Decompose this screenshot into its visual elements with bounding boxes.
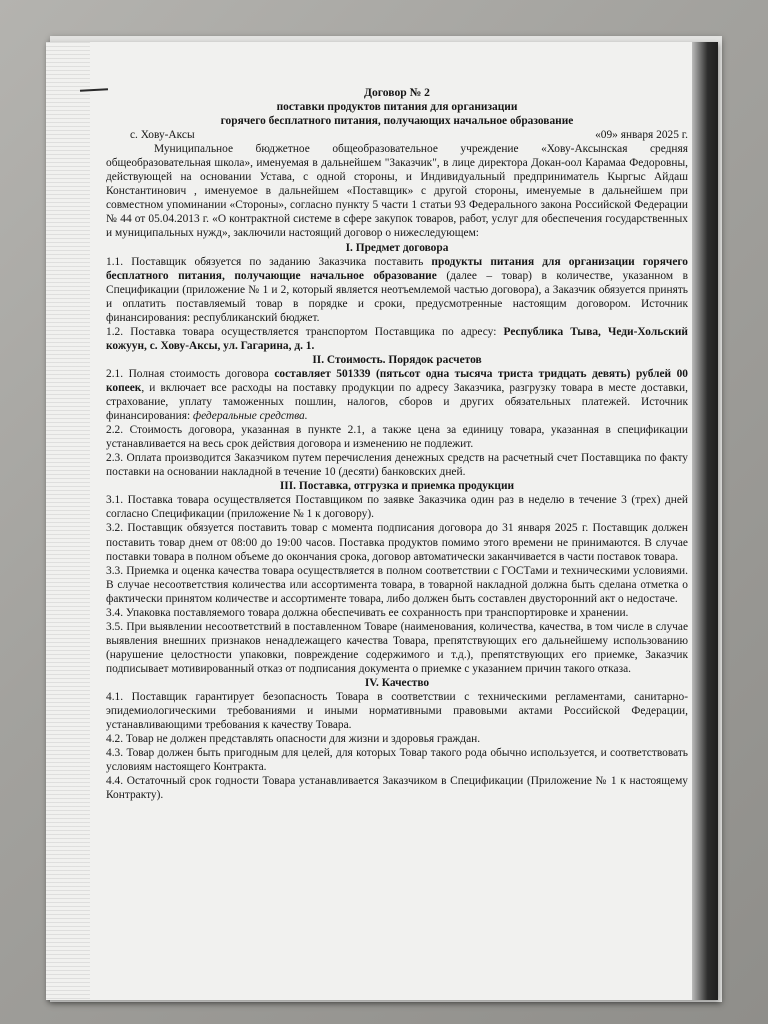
- clause-3-5: 3.5. При выявлении несоответствий в поставленном Товаре (наименования, количества, качества, в том числе в случае выявления внешних признаков ненадлежащего качества Товара, препятствующих его дальнейшему использованию (нарушение целостности упаковки, повреждение содержимого и т.д.), препятствующих его приемке, Заказчик подписывает мотивированный отказ от подписания документа о приемке с указанием причин такого отказа.: [106, 620, 688, 675]
- contract-title: Договор № 2: [364, 86, 430, 99]
- clause-3-2: 3.2. Поставщик обязуется поставить товар с момента подписания договора до 31 января 2025 г. Поставщик должен поставить товар днем от 08:00 до 19:00 часов. Поставка продуктов помимо этого времени не принимаются. В случае поставки товара в полном объеме до окончания срока, договор автоматически заканчивается в части поставок товара.: [106, 522, 688, 563]
- section-3-heading: III. Поставка, отгрузка и приемка продукции: [279, 480, 515, 493]
- contract-text: [106, 86, 688, 802]
- clause-4-3: 4.3. Товар должен быть пригодным для целей, для которых Товар такого рода обычно используется, и соответствовать условиям настоящего Контракта.: [106, 747, 688, 774]
- contract-subtitle-line1: поставки продуктов питания для организации: [276, 101, 518, 114]
- section-1-heading: I. Предмет договора: [345, 241, 449, 254]
- copy-edge-shadow: [692, 42, 718, 1000]
- clause-4-1: 4.1. Поставщик гарантирует безопасность Товара в соответствии с техническими регламентами, санитарно-эпидемиологическими требованиями и иными нормативными правовыми актами Российской Федерации, устанавливающими требования к качеству Товара.: [106, 691, 688, 732]
- section-2-heading: II. Стоимость. Порядок расчетов: [312, 353, 482, 366]
- contract-subtitle-line2: горячего бесплатного питания, получающих начальное образование: [220, 115, 574, 128]
- contract-page: [46, 42, 718, 1000]
- clause-2-3: 2.3. Оплата производится Заказчиком путем перечисления денежных средств на расчетный счет Поставщика по факту поставки на основании накладной в течение 10 (десяти) банковских дней.: [106, 452, 688, 479]
- place-date-row: [106, 128, 688, 142]
- clause-2-1: 2.1. Полная стоимость договора составляет 501339 (пятьсот одна тысяча триста тридцать девять) рублей 00 копеек, и включает все расходы на поставку продукции по адресу Заказчика, разгрузку товара в месте доставки, страхование, уплату таможенных пошлин, налогов, сборов и других обязательных платежей. Источник финансирования: федеральные средства.: [106, 367, 689, 423]
- pen-mark: [80, 88, 108, 91]
- preamble: Муниципальное бюджетное общеобразовательное учреждение «Хову-Аксынская средняя общеобразовательная школа», именуемая в дальнейшем "Заказчик", в лице директора Докан-оол Карамаа Федоровны, действующей на основании Устава, с одной стороны, и Индивидуальный предприниматель Кыргыс Айдаш Константинович , именуемое в дальнейшем «Поставщик» с другой стороны, именуемые в дальнейшем при совместном упоминании «Стороны», согласно пункту 5 части 1 статьи 93 Федерального закона Российской Федерации № 44 от 05.04.2013 г. «О контрактной системе в сфере закупок товаров, работ, услуг для обеспечения государственных и муниципальных нужд», заключили настоящий договор о нижеследующем:: [106, 143, 688, 240]
- clause-4-4: 4.4. Остаточный срок годности Товара устанавливается Заказчиком в Спецификации (Приложение № 1 к настоящему Контракту).: [106, 775, 688, 802]
- contract-place: с. Хову-Аксы: [130, 129, 195, 142]
- clause-3-1: 3.1. Поставка товара осуществляется Поставщиком по заявке Заказчика один раз в неделю в течение 3 (трех) дней согласно Спецификации (приложение № 1 к договору).: [106, 494, 688, 521]
- clause-1-2: 1.2. Поставка товара осуществляется транспортом Поставщика по адресу: Республика Тыва, Чеди-Хольский кожуун, с. Хову-Аксы, ул. Гагарина, д. 1.: [106, 325, 688, 352]
- clause-1-1: 1.1. Поставщик обязуется по заданию Заказчика поставить продукты питания для организации горячего бесплатного питания, получающие начальное образование (далее – товар) в количестве, указанном в Спецификации (приложение № 1 и 2, который является неотъемлемой частью договора), а Заказчик обязуется принять и оплатить поставляемый товар в порядке и сроки, предусмотренные настоящим договором. Источник финансирования: республиканский бюджет.: [106, 255, 688, 324]
- copy-streaks-left: [46, 42, 90, 1000]
- clause-3-3: 3.3. Приемка и оценка качества товара осуществляется в полном соответствии с ГОСТами и техническими условиями. В случае несоответствия количества или ассортимента товара, в товарной накладной должна быть сделана отметка о фактически принятом количестве и ассортименте товара, либо должен быть составлен двусторонний акт о недостаче.: [106, 564, 688, 605]
- clause-3-4: 3.4. Упаковка поставляемого товара должна обеспечивать ее сохранность при транспортировке и хранении.: [106, 606, 629, 619]
- clause-4-2: 4.2. Товар не должен представлять опасности для жизни и здоровья граждан.: [106, 733, 481, 746]
- contract-date: «09» января 2025 г.: [595, 129, 688, 142]
- section-4-heading: IV. Качество: [364, 676, 430, 689]
- clause-2-2: 2.2. Стоимость договора, указанная в пункте 2.1, а также цена за единицу товара, указанная в спецификации устанавливается на весь срок действия договора и изменению не подлежит.: [106, 424, 688, 451]
